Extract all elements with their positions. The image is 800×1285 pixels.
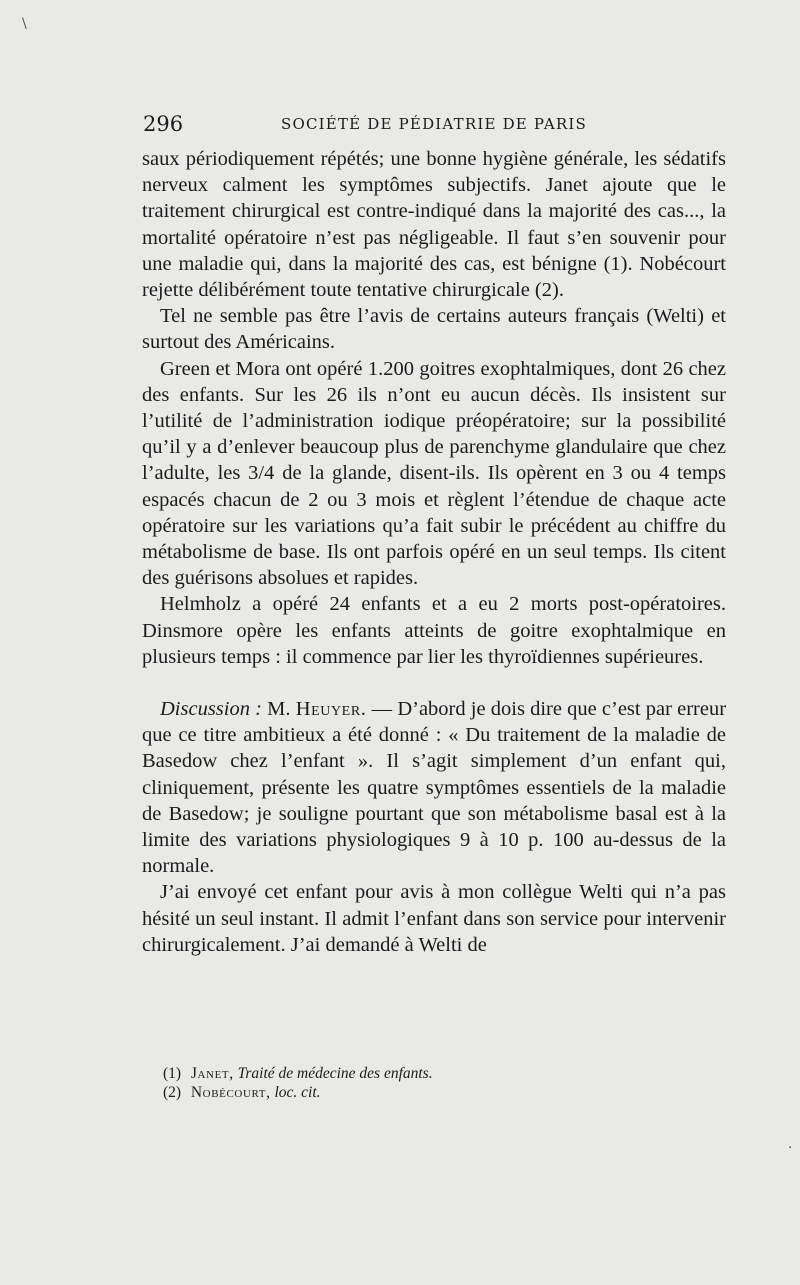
page-number: 296 <box>143 112 184 136</box>
discussion-text: — D’abord je dois dire que c’est par erreur que ce titre ambitieux a été donné : « Du traitement de la maladie de Basedow chez l’enfant ». Il s’agit simplement d’un enfant qui, cliniquement, présente les quatre symptômes essentiels de la maladie de Basedow; je souligne pourtant que son métabolisme basal est à la limite des variations physiologiques 9 à 10 p. 100 au-dessus de la normale. <box>142 698 727 878</box>
footnote-author: Janet, <box>190 1065 234 1082</box>
footnote-title: Traité de médecine des enfants. <box>237 1065 433 1082</box>
footnotes <box>163 1064 703 1102</box>
paragraph: Helmholz a opéré 24 enfants et a eu 2 morts post-opératoires. Dinsmore opère les enfants atteints de goitre exophtalmique en plusieurs temps : il commence par lier les thyroïdiennes supérieures. <box>142 593 726 668</box>
footnote <box>163 1064 703 1083</box>
margin-mark: \ <box>22 16 27 32</box>
paragraph: Green et Mora ont opéré 1.200 goitres exophtalmiques, dont 26 chez des enfants. Sur les 26 ils n’ont eu aucun décès. Ils insistent sur l’utilité de l’administration iodique préopératoire; sur la possibilité qu’il y a d’enlever beaucoup plus de parenchyme glandulaire que chez l’adulte, les 3/4 de la glande, disent-ils. Ils opèrent en 3 ou 4 temps espacés chacun de 2 ou 3 mois et règlent l’étendue de chaque acte opératoire sur les variations qu’a fait subir le précédent au chiffre du métabolisme de base. Ils ont parfois opéré en un seul temps. Ils citent des guérisons absolues et rapides. <box>142 357 726 590</box>
footnote-number: (1) <box>163 1065 182 1082</box>
section-gap <box>142 670 726 696</box>
speaker-prefix: M. <box>267 698 291 721</box>
footnote <box>163 1083 703 1102</box>
footnote-author: Nobécourt, <box>190 1084 271 1101</box>
running-title: SOCIÉTÉ DE PÉDIATRIE DE PARIS <box>281 115 587 133</box>
discussion-paragraph <box>142 696 726 879</box>
body-text <box>142 146 726 958</box>
discussion-label: Discussion : <box>160 698 262 721</box>
footnote-number: (2) <box>163 1084 182 1101</box>
paragraph: Tel ne semble pas être l’avis de certains auteurs français (Welti) et surtout des Américains. <box>142 305 726 354</box>
margin-mark: · <box>788 1140 793 1156</box>
speaker-name: Heuyer. <box>295 698 367 721</box>
paragraph: saux périodiquement répétés; une bonne hygiène générale, les sédatifs nerveux calment les symptômes subjectifs. Janet ajoute que le traitement chirurgical est contre-indiqué dans la majorité des cas..., la mortalité opératoire n’est pas négligeable. Il faut s’en souvenir pour une maladie qui, dans la majorité des cas, est bénigne (1). Nobécourt rejette délibérément toute tentative chirurgicale (2). <box>142 148 726 302</box>
page-header <box>143 112 725 142</box>
footnote-title: loc. cit. <box>274 1084 321 1101</box>
paragraph: J’ai envoyé cet enfant pour avis à mon collègue Welti qui n’a pas hésité un seul instant. Il admit l’enfant dans son service pour intervenir chirurgicalement. J’ai demandé à Welti de <box>142 881 726 956</box>
